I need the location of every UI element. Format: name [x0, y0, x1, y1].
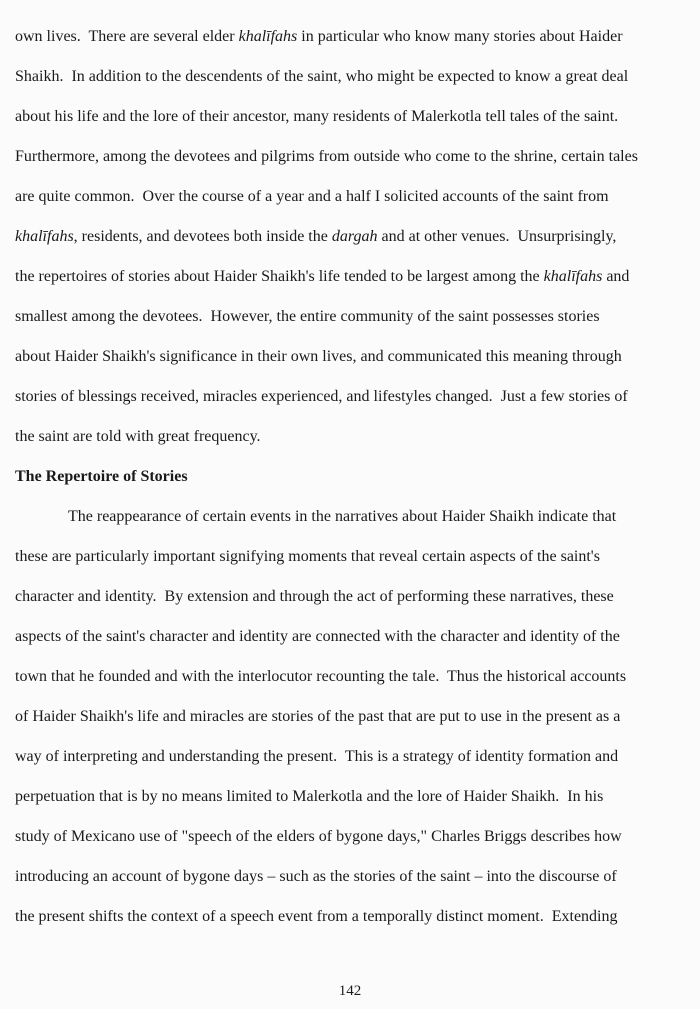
text-segment: these are particularly important signifying moments that reveal certain aspects of the saint's — [15, 548, 600, 565]
text-segment: about his life and the lore of their ancestor, many residents of Malerkotla tell tales of the saint. — [15, 108, 619, 125]
text-segment: about Haider Shaikh's significance in their own lives, and communicated this meaning through — [15, 348, 622, 365]
italic-term: khalīfahs — [238, 28, 298, 45]
text-line — [15, 897, 700, 937]
text-line — [15, 57, 700, 97]
text-segment: character and identity. By extension and through the act of performing these narratives, these — [15, 588, 614, 605]
text-segment: town that he founded and with the interlocutor recounting the tale. Thus the historical accounts — [15, 668, 627, 685]
text-line — [15, 217, 700, 257]
text-line — [15, 137, 700, 177]
text-line — [15, 817, 700, 857]
text-line — [15, 497, 700, 537]
italic-term: khalīfahs — [543, 268, 603, 285]
text-segment: Shaikh. In addition to the descendents of the saint, who might be expected to know a great deal — [15, 68, 629, 85]
text-line — [15, 617, 700, 657]
text-segment: way of interpreting and understanding the present. This is a strategy of identity formation and — [15, 748, 619, 765]
text-line — [15, 257, 700, 297]
text-segment: own lives. There are several elder — [15, 28, 239, 45]
text-segment: the repertoires of stories about Haider Shaikh's life tended to be largest among the — [15, 268, 544, 285]
text-segment: aspects of the saint's character and identity are connected with the character and identity of the — [15, 628, 620, 645]
text-segment: study of Mexicano use of "speech of the elders of bygone days," Charles Briggs describes how — [15, 828, 622, 845]
text-segment: are quite common. Over the course of a year and a half I solicited accounts of the saint from — [15, 188, 609, 205]
text-segment: introducing an account of bygone days – such as the stories of the saint – into the discourse of — [15, 868, 617, 885]
italic-term: dargah — [331, 228, 378, 245]
text-line — [15, 17, 700, 57]
text-line — [15, 697, 700, 737]
text-segment: and at other venues. Unsurprisingly, — [377, 228, 617, 245]
text-segment: of Haider Shaikh's life and miracles are stories of the past that are put to use in the present as a — [15, 708, 621, 725]
text-line — [15, 177, 700, 217]
text-segment: The reappearance of certain events in the narratives about Haider Shaikh indicate that — [68, 508, 617, 525]
section-heading: The Repertoire of Stories — [15, 468, 188, 485]
text-segment: smallest among the devotees. However, the entire community of the saint possesses stories — [15, 308, 600, 325]
text-segment: the present shifts the context of a speech event from a temporally distinct moment. Extending — [15, 908, 618, 925]
text-line — [15, 97, 700, 137]
text-line — [15, 777, 700, 817]
text-segment: the saint are told with great frequency. — [15, 428, 261, 445]
text-line — [15, 337, 700, 377]
text-segment: in particular who know many stories about Haider — [297, 28, 623, 45]
text-segment: perpetuation that is by no means limited to Malerkotla and the lore of Haider Shaikh. In his — [15, 788, 604, 805]
text-line — [15, 657, 700, 697]
text-segment: stories of blessings received, miracles experienced, and lifestyles changed. Just a few stories of — [15, 388, 628, 405]
text-segment: and — [602, 268, 630, 285]
text-line — [15, 537, 700, 577]
text-segment: , residents, and devotees both inside the — [73, 228, 332, 245]
text-line — [15, 297, 700, 337]
text-line — [15, 377, 700, 417]
text-line — [15, 857, 700, 897]
text-line — [15, 417, 700, 457]
page-number: 142 — [338, 983, 362, 999]
text-segment: Furthermore, among the devotees and pilgrims from outside who come to the shrine, certain tales — [15, 148, 638, 165]
text-line — [15, 577, 700, 617]
italic-term: khalīfahs — [15, 228, 74, 245]
text-line — [15, 737, 700, 777]
